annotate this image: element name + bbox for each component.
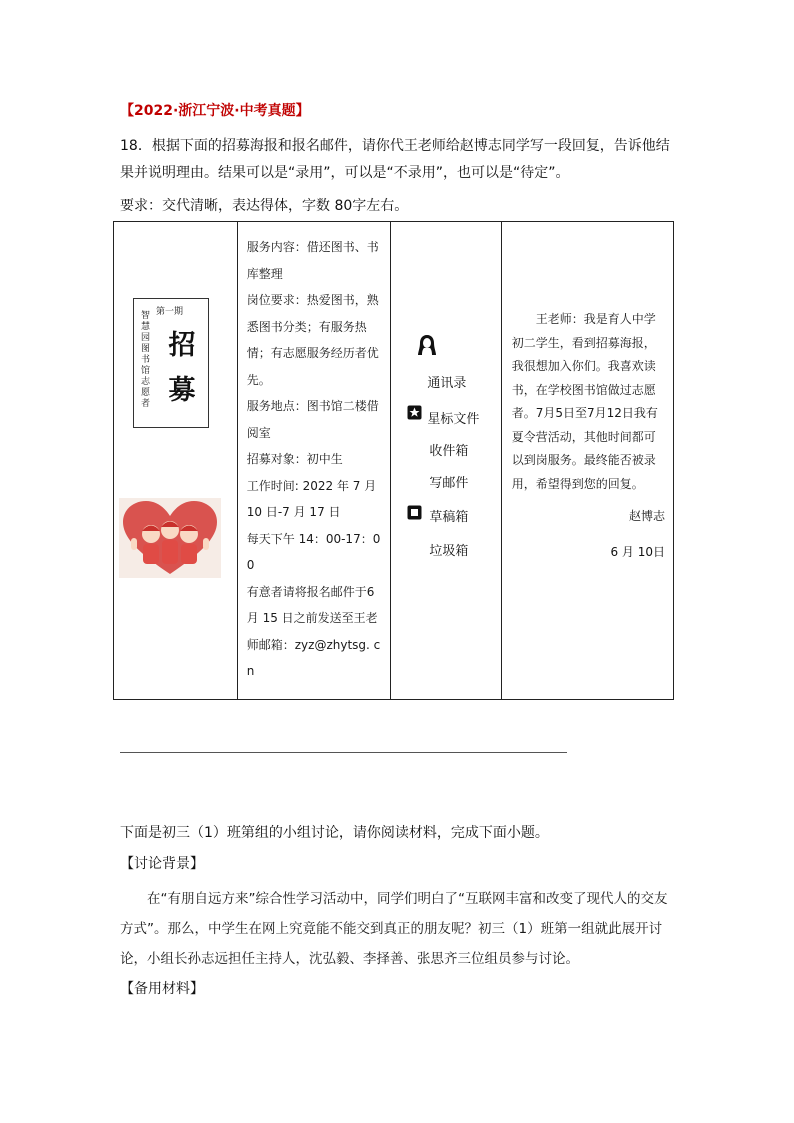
service-location: 服务地点：图书馆二楼借阅室 <box>246 399 379 440</box>
material-table <box>113 221 674 700</box>
source-tag: 【2022·浙江宁波·中考真题】 <box>120 103 310 119</box>
contact-info: 有意者请将报名邮件于6 月 15 日之前发送至王老师邮箱：zyz@zhytsg. cn <box>246 584 381 678</box>
section-heading-materials: 【备用材料】 <box>120 981 204 997</box>
email-body: 王老师：我是育人中学初二学生，看到招募海报，我很想加入你们。我喜欢读书，在学校图书馆做过志愿者。7月5日至7月12日我有夏令营活动，其他时间都可以到岗服务。最终能否被录用，希望得到您的回复。 <box>511 312 658 491</box>
answer-line <box>120 752 567 753</box>
star-icon <box>407 405 422 420</box>
menu-drafts[interactable]: 草稿箱 <box>429 510 469 525</box>
email-signature: 赵博志 <box>628 509 665 523</box>
recruit-target: 招募对象：初中生 <box>246 452 343 466</box>
menu-trash[interactable]: 垃圾箱 <box>429 544 469 559</box>
background-text: 在“有朋自远方来”综合性学习活动中，同学们明白了“互联网丰富和改变了现代人的交友方式”。那么，中学生在网上究竟能不能交到真正的朋友呢？初三（1）班第一组就此展开讨论，小组长孙志远担任主持人，沈弘毅、李择善、张思齐三位组员参与讨论。 <box>120 891 668 967</box>
section-heading-background: 【讨论背景】 <box>120 856 204 872</box>
work-hours: 每天下午 14：00-17：00 <box>246 531 381 572</box>
email-date: 6 月 10日 <box>610 545 665 559</box>
menu-inbox[interactable]: 收件箱 <box>429 444 469 459</box>
service-info-cell <box>237 222 391 700</box>
job-requirements: 岗位要求：热爱图书，熟悉图书分类；有服务热情；有志愿服务经历者优先。 <box>246 293 379 387</box>
menu-contacts[interactable]: 通讯录 <box>427 376 467 391</box>
heart-volunteers-illustration <box>119 498 221 578</box>
person-icon <box>417 334 437 358</box>
poster-cell <box>114 222 238 700</box>
poster-big-title: 招募 <box>168 330 196 406</box>
question-text: 18．根据下面的招募海报和报名邮件，请你代王老师给赵博志同学写一段回复，告诉他结果并说明理由。结果可以是“录用”，可以是“不录用”，也可以是“待定”。 <box>120 138 670 181</box>
poster-issue: 第一期 <box>156 307 184 317</box>
service-content: 服务内容：借还图书、书库整理 <box>246 240 379 281</box>
work-dates: 工作时间: 2022 年 7 月 10 日-7 月 17 日 <box>246 478 377 519</box>
menu-compose[interactable]: 写邮件 <box>429 476 469 491</box>
poster-vertical-title: 智慧园图书馆志愿者 <box>141 311 151 409</box>
intro-text: 下面是初三（1）班第组的小组讨论，请你阅读材料，完成下面小题。 <box>120 825 549 841</box>
recruitment-poster <box>133 298 209 428</box>
draft-icon <box>407 505 422 520</box>
menu-starred[interactable]: 星标文件 <box>427 412 480 427</box>
email-cell <box>501 222 673 700</box>
mail-menu-cell <box>391 222 501 700</box>
requirement-text: 要求：交代清晰，表达得体，字数 80字左右。 <box>120 198 409 214</box>
